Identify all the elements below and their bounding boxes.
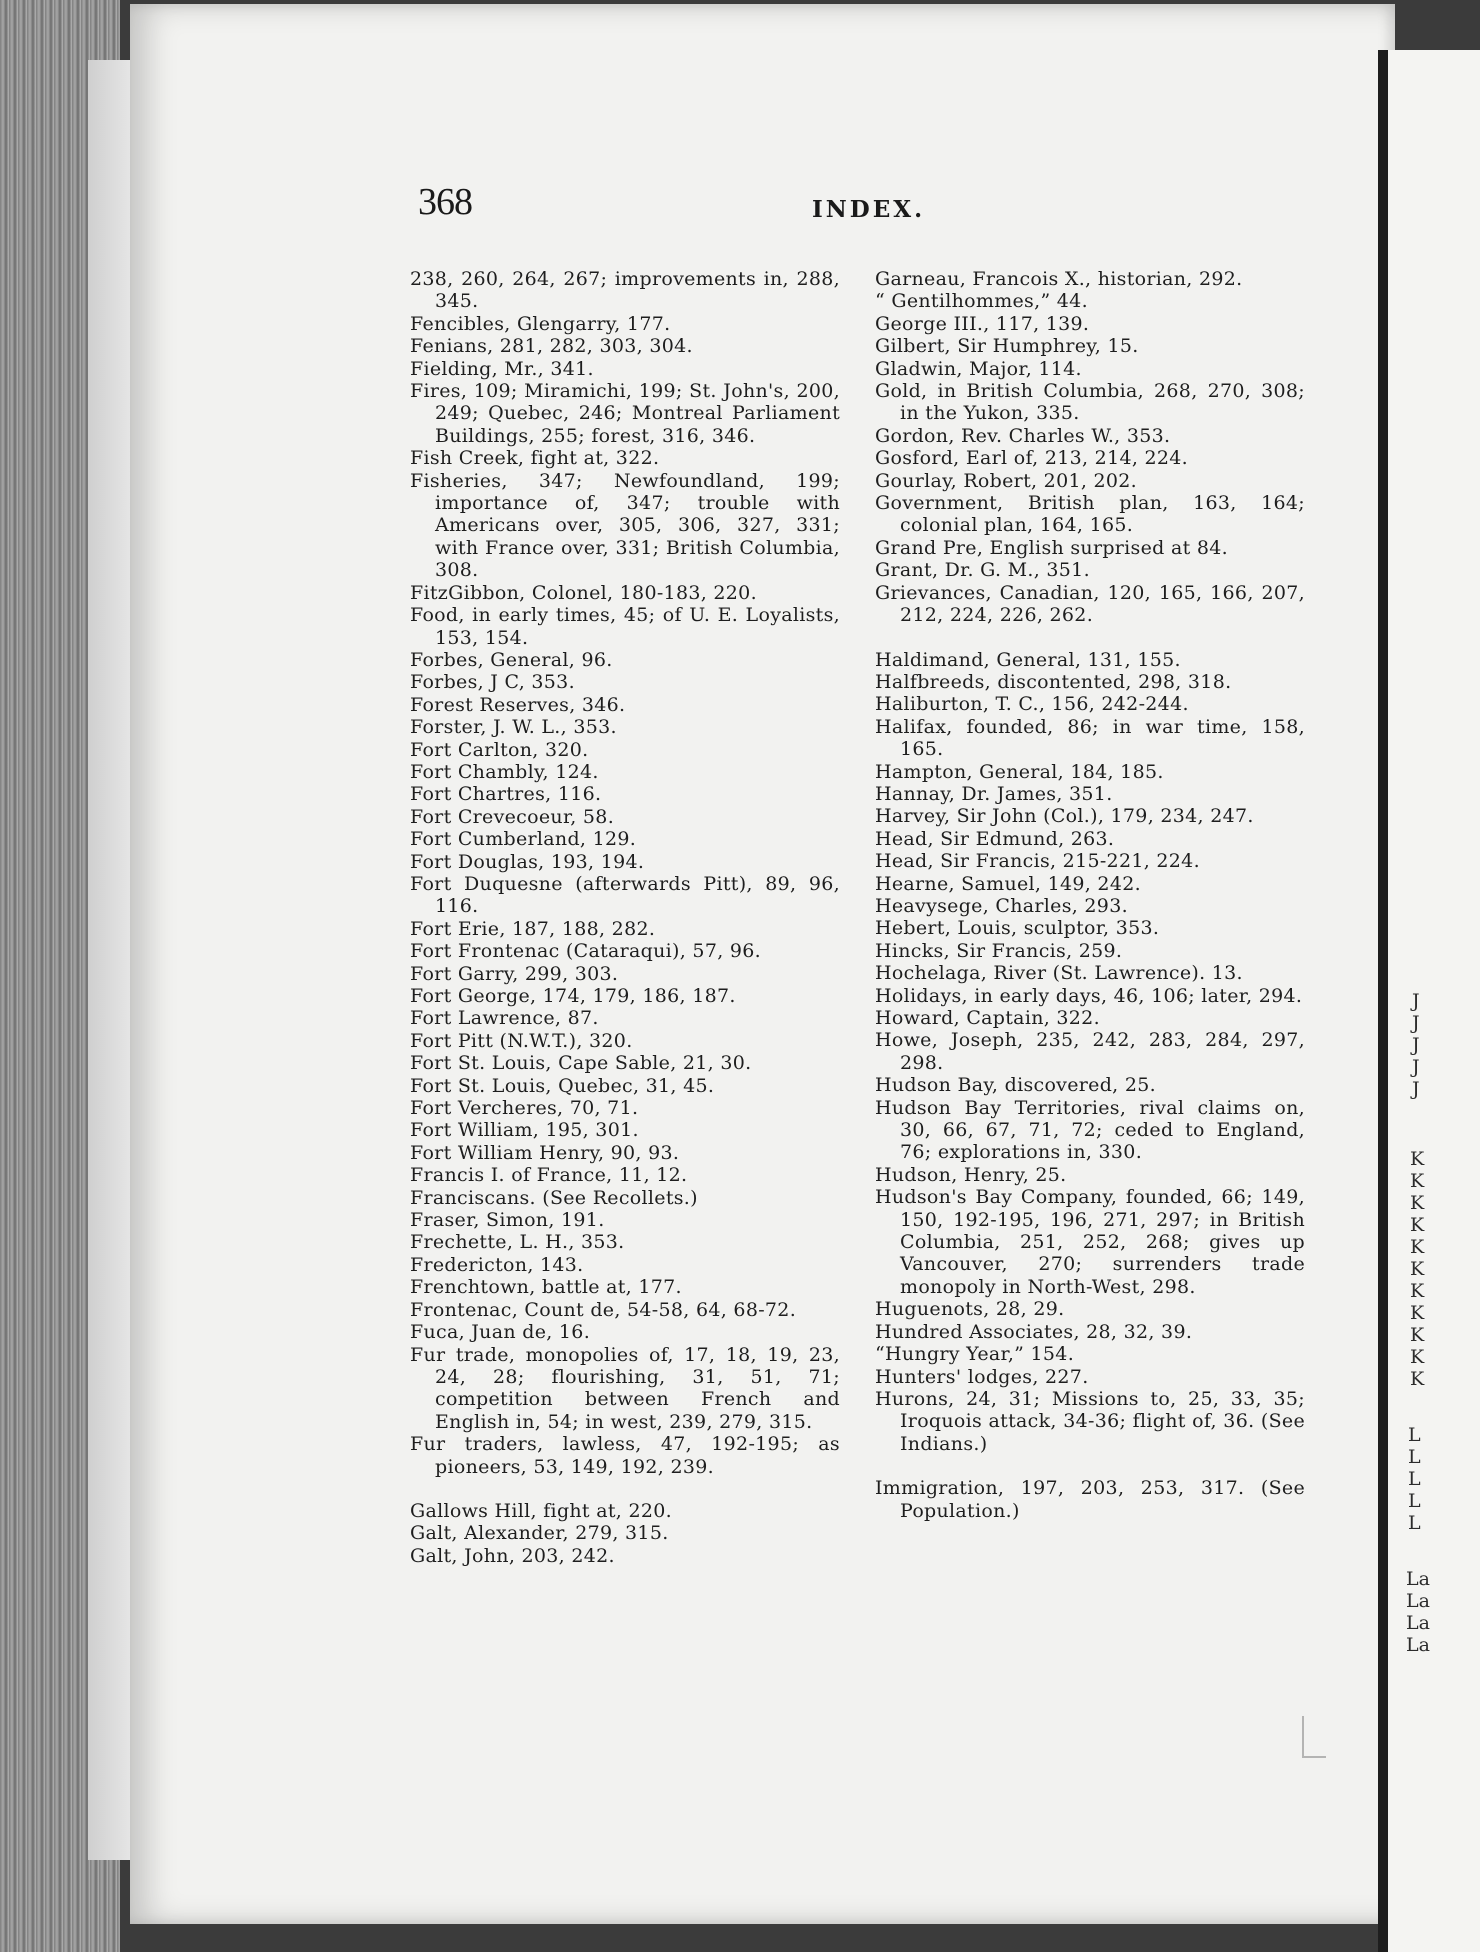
index-entry: Hampton, General, 184, 185.: [875, 760, 1164, 783]
index-entry: Francis I. of France, 11, 12.: [410, 1164, 688, 1187]
index-entry: Fort Chambly, 124.: [410, 760, 599, 783]
facing-page-letter: L: [1408, 1490, 1421, 1512]
index-entry: Fish Creek, fight at, 322.: [410, 447, 660, 470]
index-entry: Fur traders, lawless, 47, 192-195; as pioneers, 53, 149, 192, 239.: [410, 1433, 840, 1478]
index-entry: Hearne, Samuel, 149, 242.: [875, 872, 1141, 895]
index-entry: FitzGibbon, Colonel, 180-183, 220.: [410, 581, 757, 604]
index-entry: Fort George, 174, 179, 186, 187.: [410, 985, 736, 1007]
index-entry: Immigration, 197, 203, 253, 317. (See Population.): [875, 1477, 1305, 1522]
index-entry: Fort Lawrence, 87.: [410, 1007, 599, 1030]
index-entry: Huguenots, 28, 29.: [875, 1298, 1065, 1321]
index-entry: Forster, J. W. L., 353.: [410, 716, 617, 739]
index-entry: Gold, in British Columbia, 268, 270, 308; in the Yukon, 335.: [875, 380, 1305, 425]
index-entry: Haliburton, T. C., 156, 242-244.: [875, 693, 1189, 716]
index-entry: Fort Carlton, 320.: [410, 738, 589, 761]
index-entry: Gladwin, Major, 114.: [875, 357, 1082, 380]
index-entry: Gosford, Earl of, 213, 214, 224.: [875, 447, 1189, 470]
index-entry: Fraser, Simon, 191.: [410, 1209, 605, 1232]
facing-page-letter: K: [1410, 1258, 1425, 1280]
facing-page-letter: K: [1410, 1192, 1425, 1214]
index-entry: Gallows Hill, fight at, 220.: [410, 1499, 672, 1522]
section-gap: [875, 1455, 1305, 1477]
index-entry: Harvey, Sir John (Col.), 179, 234, 247.: [875, 805, 1254, 828]
index-entry: Forbes, J C, 353.: [410, 671, 575, 694]
index-entry: Fisheries, 347; Newfoundland, 199; importance of, 347; trouble with Americans over, 305, 306, 327, 331; with France over, 331; British Columbia, 308.: [410, 469, 840, 582]
facing-page-letter: K: [1410, 1214, 1425, 1236]
index-entry: Franciscans. (See Recollets.): [410, 1186, 698, 1209]
index-entry: Hudson's Bay Company, founded, 66; 149, 150, 192-195, 196, 271, 297; in British Columbia, 251, 252, 268; gives up Vancouver, 270; surrenders trade monopoly in North-West, 298.: [875, 1186, 1305, 1298]
index-entry: Fuca, Juan de, 16.: [410, 1321, 591, 1344]
index-entry: Heavysege, Charles, 293.: [875, 894, 1128, 917]
index-column-right: [875, 268, 1305, 1522]
index-entry: Forest Reserves, 346.: [410, 693, 626, 716]
index-entry: Government, British plan, 163, 164; colonial plan, 164, 165.: [875, 492, 1305, 537]
index-entry: Fort Chartres, 116.: [410, 783, 602, 806]
index-entry: Fort Crevecoeur, 58.: [410, 805, 615, 828]
index-entry: Halifax, founded, 86; in war time, 158, 165.: [875, 715, 1305, 761]
facing-page-letter: La: [1406, 1568, 1430, 1590]
index-entry: Fort William, 195, 301.: [410, 1119, 639, 1142]
index-entry: Galt, John, 203, 242.: [410, 1544, 615, 1567]
index-entry: Howe, Joseph, 235, 242, 283, 284, 297, 298.: [875, 1029, 1305, 1074]
facing-page-letter: J: [1412, 1078, 1420, 1100]
index-entry: Halfbreeds, discontented, 298, 318.: [875, 670, 1232, 693]
index-entry: Galt, Alexander, 279, 315.: [410, 1522, 669, 1545]
facing-page-letters: [1388, 50, 1480, 1952]
facing-page-letter: L: [1408, 1424, 1421, 1446]
index-entry: Garneau, Francois X., historian, 292.: [875, 268, 1243, 290]
index-entry: Fort Duquesne (afterwards Pitt), 89, 96, 116.: [410, 872, 840, 918]
facing-page-letter: La: [1406, 1590, 1430, 1612]
index-entry: Fort Vercheres, 70, 71.: [410, 1097, 639, 1120]
section-gap: [875, 627, 1305, 649]
index-entry: Grant, Dr. G. M., 351.: [875, 559, 1090, 582]
index-entry: Fenians, 281, 282, 303, 304.: [410, 335, 693, 358]
index-entry: Holidays, in early days, 46, 106; later, 294.: [875, 984, 1303, 1007]
facing-page-letter: L: [1408, 1446, 1421, 1468]
index-entry: Grand Pre, English surprised at 84.: [875, 536, 1228, 559]
index-entry: Hebert, Louis, sculptor, 353.: [875, 917, 1160, 940]
facing-page-letter: K: [1410, 1346, 1425, 1368]
section-gap: [410, 1478, 840, 1500]
facing-page-letter: J: [1412, 990, 1420, 1012]
facing-page-letter: L: [1408, 1512, 1421, 1534]
index-entry: Hudson, Henry, 25.: [875, 1163, 1067, 1186]
index-entry: Gilbert, Sir Humphrey, 15.: [875, 335, 1139, 358]
facing-page-letter: La: [1406, 1634, 1430, 1656]
index-entry: Haldimand, General, 131, 155.: [875, 648, 1181, 671]
index-entry: Fort William Henry, 90, 93.: [410, 1141, 680, 1164]
index-entry: Fort Douglas, 193, 194.: [410, 850, 645, 873]
index-entry: Hudson Bay Territories, rival claims on, 30, 66, 67, 71, 72; ceded to England, 76; explorations in, 330.: [875, 1096, 1305, 1164]
index-entry: Hudson Bay, discovered, 25.: [875, 1074, 1156, 1097]
pencil-mark: [1302, 1716, 1326, 1758]
facing-page-letter: K: [1410, 1170, 1425, 1192]
index-entry: Grievances, Canadian, 120, 165, 166, 207, 212, 224, 226, 262.: [875, 581, 1305, 627]
index-entry: Hurons, 24, 31; Missions to, 25, 33, 35; Iroquois attack, 34-36; flight of, 36. (See Indians.): [875, 1387, 1305, 1455]
facing-page-letter: J: [1412, 1034, 1420, 1056]
facing-page-letter: K: [1410, 1368, 1425, 1390]
facing-page-fragment: [1378, 50, 1480, 1952]
facing-page-letter: K: [1410, 1148, 1425, 1170]
index-entry: Frechette, L. H., 353.: [410, 1231, 625, 1254]
index-entry: Fort St. Louis, Quebec, 31, 45.: [410, 1074, 715, 1097]
facing-page-letter: K: [1410, 1324, 1425, 1346]
facing-page-letter: J: [1412, 1012, 1420, 1034]
index-entry: Fort Erie, 187, 188, 282.: [410, 917, 656, 940]
index-entry: Hundred Associates, 28, 32, 39.: [875, 1320, 1193, 1343]
index-entry: Head, Sir Edmund, 263.: [875, 827, 1115, 850]
facing-page-letter: K: [1410, 1302, 1425, 1324]
index-column-left: [410, 268, 840, 1567]
index-entry: Frenchtown, battle at, 177.: [410, 1276, 682, 1299]
index-entry: Head, Sir Francis, 215-221, 224.: [875, 850, 1200, 873]
page-title: INDEX.: [812, 196, 926, 223]
index-entry: Gordon, Rev. Charles W., 353.: [875, 424, 1171, 447]
index-entry: Fur trade, monopolies of, 17, 18, 19, 23, 24, 28; flourishing, 31, 51, 71; competition between French and English in, 54; in west, 239, 279, 315.: [410, 1343, 840, 1433]
index-entry: Hincks, Sir Francis, 259.: [875, 939, 1123, 962]
index-entry: Hannay, Dr. James, 351.: [875, 782, 1113, 805]
facing-page-letter: K: [1410, 1236, 1425, 1258]
page-number: 368: [418, 181, 472, 223]
index-entry: Howard, Captain, 322.: [875, 1007, 1100, 1029]
index-entry: Fielding, Mr., 341.: [410, 357, 594, 380]
index-entry: Hochelaga, River (St. Lawrence). 13.: [875, 962, 1243, 985]
index-entry: Forbes, General, 96.: [410, 648, 613, 671]
index-entry: Fires, 109; Miramichi, 199; St. John's, 200, 249; Quebec, 246; Montreal Parliament Buildings, 255; forest, 316, 346.: [410, 380, 840, 447]
index-entry: Fort Frontenac (Cataraqui), 57, 96.: [410, 940, 761, 963]
index-entry: Fencibles, Glengarry, 177.: [410, 312, 671, 335]
index-entry: Fort St. Louis, Cape Sable, 21, 30.: [410, 1052, 752, 1075]
index-entry: Fort Cumberland, 129.: [410, 828, 637, 851]
index-entry: “Hungry Year,” 154.: [875, 1343, 1075, 1366]
index-entry: Fort Pitt (N.W.T.), 320.: [410, 1029, 633, 1052]
index-entry: 238, 260, 264, 267; improvements in, 288, 345.: [410, 268, 840, 313]
index-entry: Fredericton, 143.: [410, 1253, 584, 1276]
index-entry: Food, in early times, 45; of U. E. Loyalists, 153, 154.: [410, 604, 840, 649]
facing-page-letter: L: [1408, 1468, 1421, 1490]
index-entry: Hunters' lodges, 227.: [875, 1365, 1089, 1388]
index-entry: Gourlay, Robert, 201, 202.: [875, 469, 1138, 492]
facing-page-letter: K: [1410, 1280, 1425, 1302]
index-entry: George III., 117, 139.: [875, 312, 1090, 335]
index-entry: Fort Garry, 299, 303.: [410, 962, 619, 985]
facing-page-letter: J: [1412, 1056, 1420, 1078]
index-entry: “ Gentilhommes,” 44.: [875, 290, 1088, 313]
facing-page-letter: La: [1406, 1612, 1430, 1634]
index-entry: Frontenac, Count de, 54-58, 64, 68-72.: [410, 1298, 797, 1321]
